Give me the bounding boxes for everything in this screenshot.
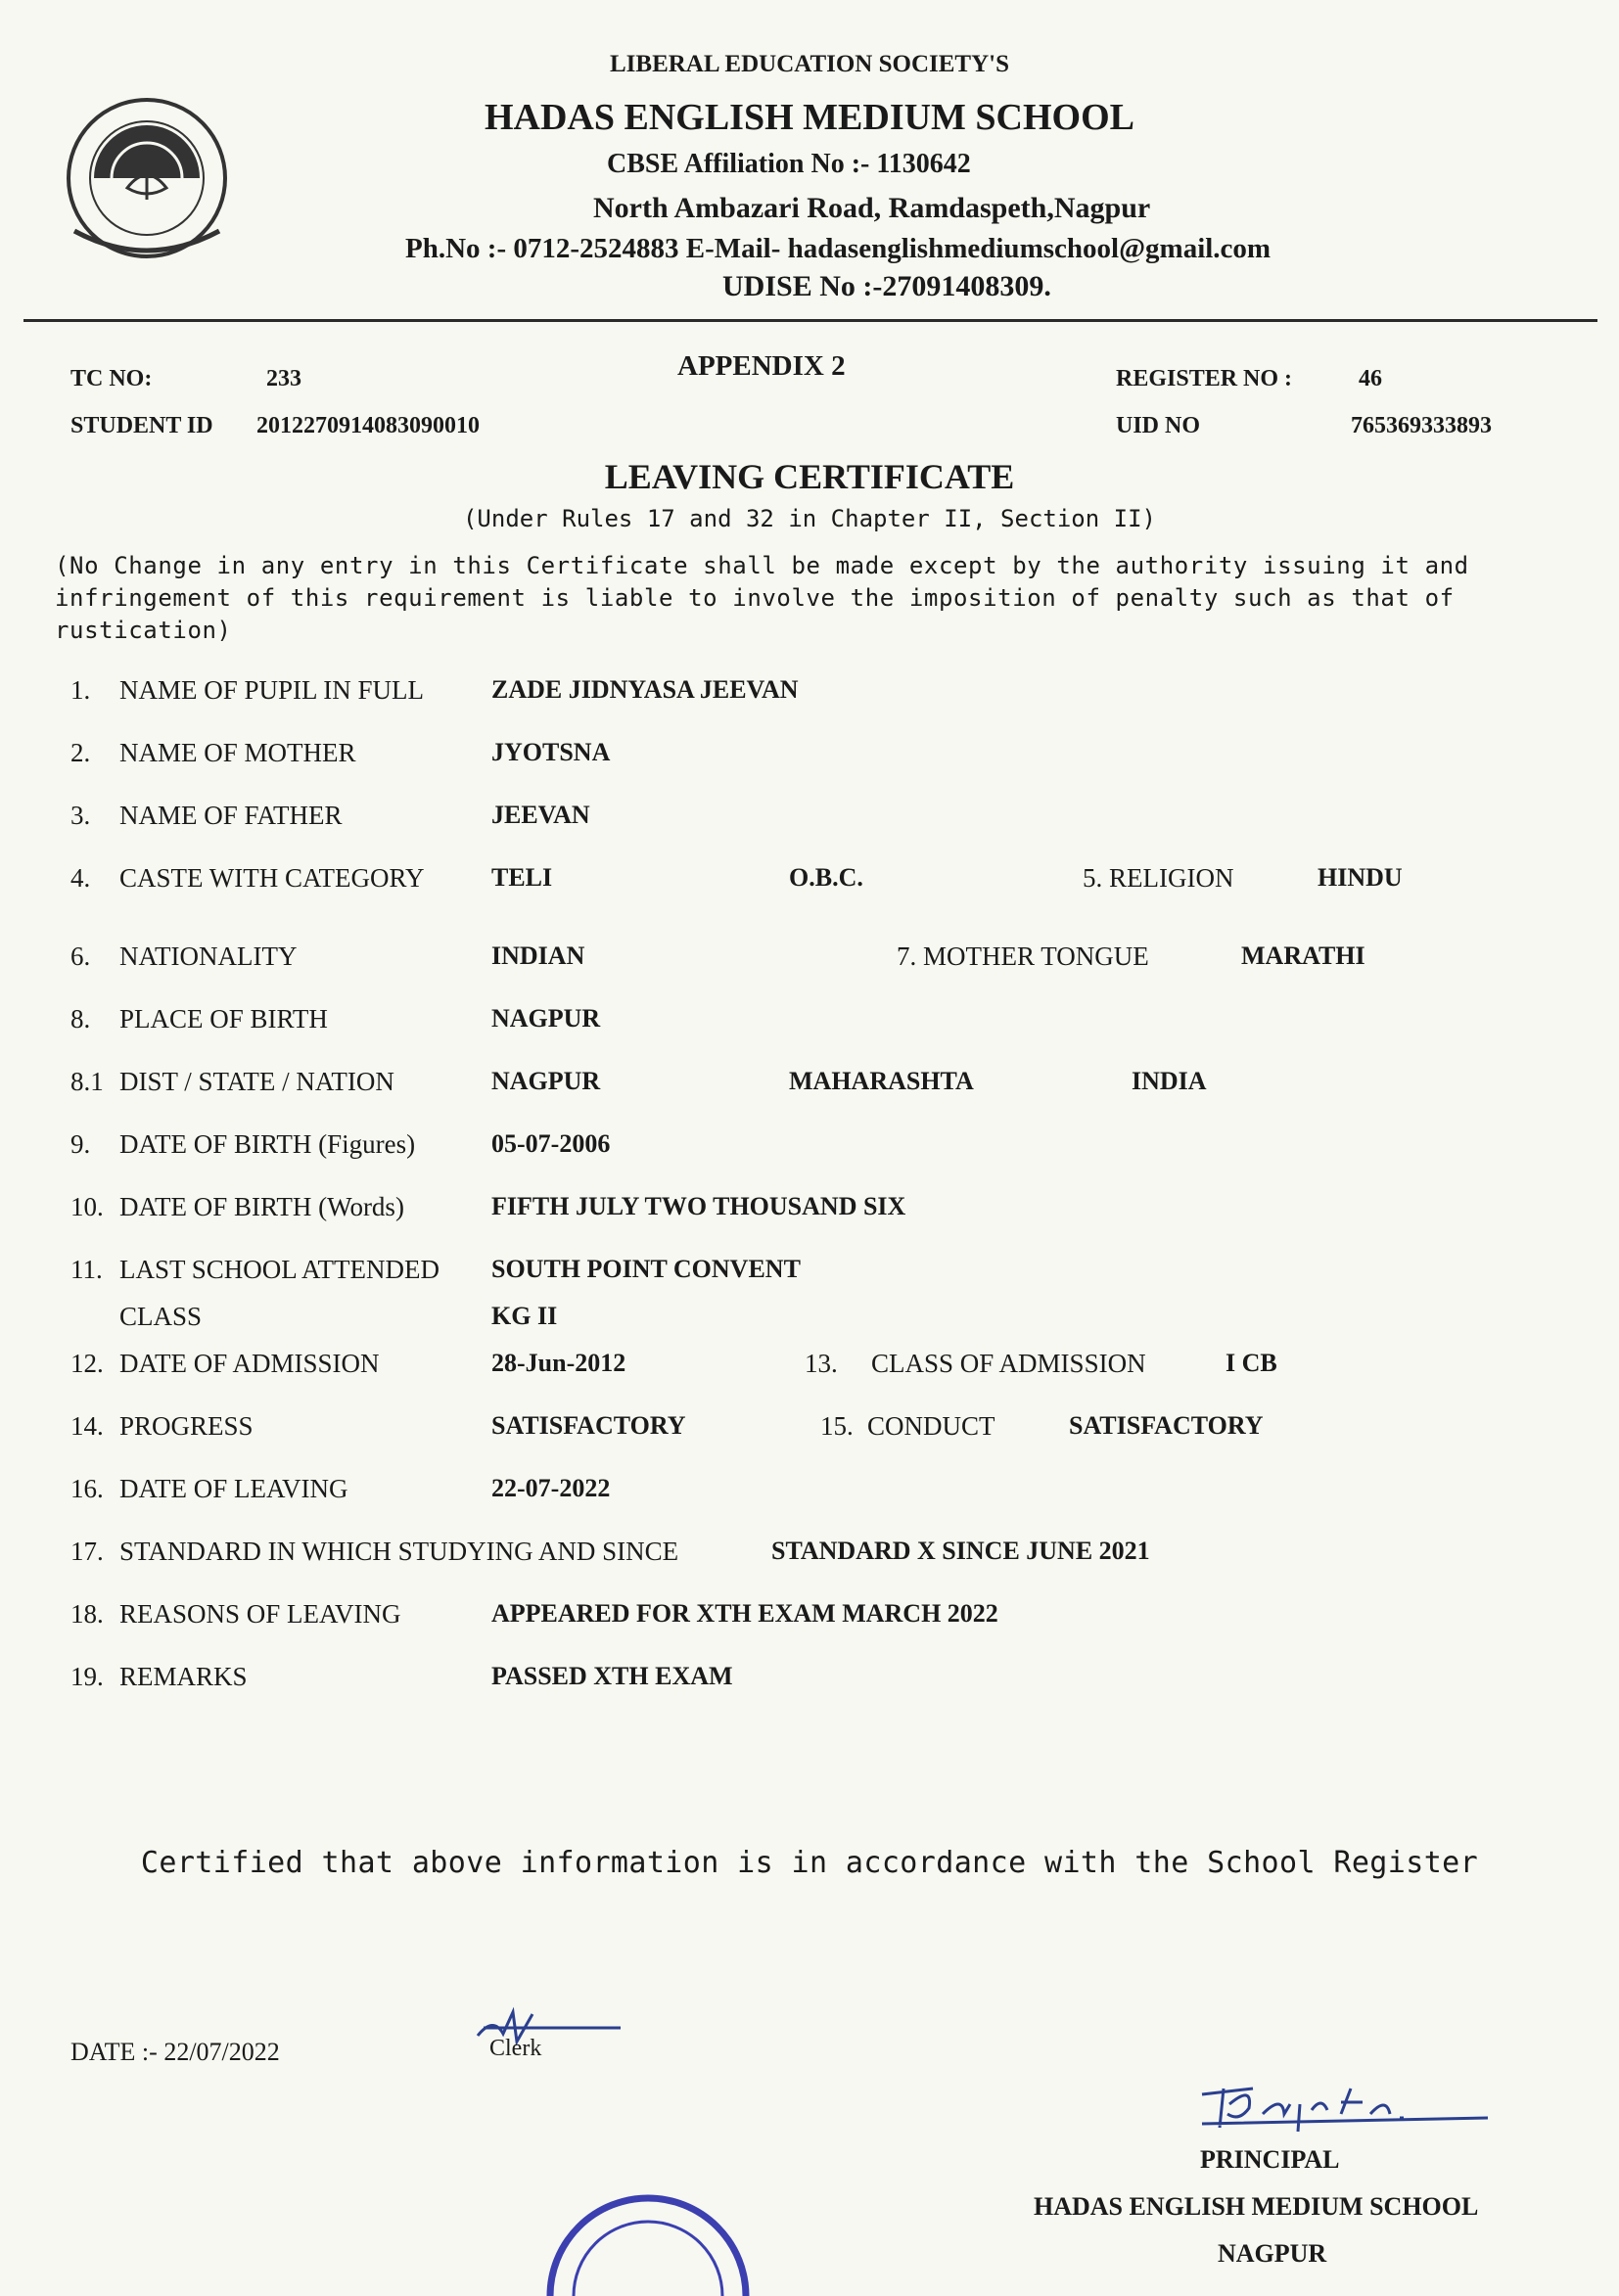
last-school: SOUTH POINT CONVENT — [491, 1255, 801, 1283]
birth-nation: INDIA — [1132, 1067, 1207, 1095]
principal-signature — [1194, 2075, 1527, 2134]
certification-statement: Certified that above information is in accordance with the School Register — [140, 1846, 1479, 1880]
student-id-label: STUDENT ID — [70, 413, 213, 438]
standard-since: STANDARD X SINCE JUNE 2021 — [771, 1537, 1150, 1565]
reason-of-leaving: APPEARED FOR XTH EXAM MARCH 2022 — [491, 1599, 998, 1628]
pupil-name: ZADE JIDNYASA JEEVAN — [491, 675, 799, 704]
field-label: PROGRESS — [119, 1411, 254, 1441]
field-label: DATE OF LEAVING — [119, 1474, 348, 1503]
field-number: 16. — [70, 1474, 104, 1503]
field-label: DATE OF BIRTH (Figures) — [119, 1129, 416, 1159]
caste: TELI — [491, 863, 553, 892]
field-label: NATIONALITY — [119, 941, 298, 971]
field-label: REASONS OF LEAVING — [119, 1599, 401, 1629]
principal-city: NAGPUR — [1218, 2239, 1327, 2268]
udise: UDISE No :-27091408309. — [722, 270, 1051, 302]
category: O.B.C. — [789, 863, 863, 892]
field-number: 19. — [70, 1662, 104, 1691]
register-label: REGISTER NO : — [1116, 366, 1293, 391]
school-name: HADAS ENGLISH MEDIUM SCHOOL — [484, 97, 1135, 138]
uid-value: 765369333893 — [1351, 413, 1492, 438]
date-of-admission: 28-Jun-2012 — [491, 1349, 626, 1377]
mother-name: JYOTSNA — [491, 738, 611, 766]
field-number: 13. — [805, 1349, 838, 1378]
field-label: CASTE WITH CATEGORY — [119, 863, 425, 893]
society-name: LIBERAL EDUCATION SOCIETY'S — [610, 51, 1009, 77]
field-number: 8. — [70, 1004, 91, 1033]
principal-title: PRINCIPAL — [1200, 2145, 1340, 2174]
issue-date: DATE :- 22/07/2022 — [70, 2038, 280, 2066]
field-label: LAST SCHOOL ATTENDED — [119, 1255, 440, 1284]
field-label: NAME OF FATHER — [119, 801, 343, 830]
tc-label: TC NO: — [70, 366, 153, 391]
progress: SATISFACTORY — [491, 1411, 686, 1440]
field-label: NAME OF MOTHER — [119, 738, 356, 767]
field-label: NAME OF PUPIL IN FULL — [119, 675, 425, 705]
field-number: 2. — [70, 738, 91, 767]
last-class: KG II — [491, 1302, 558, 1330]
field-number: 11. — [70, 1255, 103, 1284]
date-of-leaving: 22-07-2022 — [491, 1474, 611, 1502]
field-label: DIST / STATE / NATION — [119, 1067, 394, 1096]
mother-tongue-label: 7. MOTHER TONGUE — [897, 941, 1149, 971]
field-number: 6. — [70, 941, 91, 971]
principal-school: HADAS ENGLISH MEDIUM SCHOOL — [1034, 2192, 1479, 2221]
tc-value: 233 — [266, 366, 301, 391]
religion: HINDU — [1318, 863, 1403, 892]
field-label: REMARKS — [119, 1662, 248, 1691]
header-divider — [23, 319, 1597, 322]
certificate-note: (No Change in any entry in this Certificate shall be made except by the authority issuing it and infringement of this requirement is liable to involve the imposition of penalty such as that of rustication) — [55, 552, 1469, 644]
certificate-subtitle: (Under Rules 17 and 32 in Chapter II, Section II) — [462, 505, 1156, 532]
field-number: 12. — [70, 1349, 104, 1378]
birth-district: NAGPUR — [491, 1067, 601, 1095]
conduct: SATISFACTORY — [1069, 1411, 1264, 1440]
field-number: 15. — [820, 1411, 854, 1441]
field-label: STANDARD IN WHICH STUDYING AND SINCE — [119, 1537, 679, 1566]
place-of-birth: NAGPUR — [491, 1004, 601, 1033]
field-number: 3. — [70, 801, 91, 830]
mother-tongue: MARATHI — [1241, 941, 1365, 970]
class-of-admission-label: CLASS OF ADMISSION — [871, 1349, 1146, 1378]
phone-email: Ph.No :- 0712-2524883 E-Mail- hadasenglishmediumschool@gmail.com — [405, 233, 1272, 264]
field-number: 9. — [70, 1129, 91, 1159]
class-label: CLASS — [119, 1302, 203, 1331]
remarks: PASSED XTH EXAM — [491, 1662, 733, 1690]
school-stamp — [540, 2188, 756, 2296]
dob-figures: 05-07-2006 — [491, 1129, 611, 1158]
field-number: 18. — [70, 1599, 104, 1629]
register-value: 46 — [1359, 366, 1382, 391]
certificate-title: LEAVING CERTIFICATE — [604, 457, 1015, 496]
clerk-label: Clerk — [489, 2036, 542, 2061]
nationality: INDIAN — [491, 941, 585, 970]
conduct-label: CONDUCT — [867, 1411, 995, 1441]
birth-state: MAHARASHTA — [789, 1067, 974, 1095]
field-number: 17. — [70, 1537, 104, 1566]
field-label: DATE OF BIRTH (Words) — [119, 1192, 404, 1221]
field-number: 4. — [70, 863, 91, 893]
dob-words: FIFTH JULY TWO THOUSAND SIX — [491, 1192, 906, 1220]
religion-label: 5. RELIGION — [1083, 863, 1234, 893]
address: North Ambazari Road, Ramdaspeth,Nagpur — [593, 192, 1151, 224]
field-number: 8.1 — [70, 1067, 104, 1096]
field-label: PLACE OF BIRTH — [119, 1004, 328, 1033]
field-number: 1. — [70, 675, 91, 705]
field-number: 14. — [70, 1411, 104, 1441]
affiliation: CBSE Affiliation No :- 1130642 — [607, 149, 971, 179]
appendix: APPENDIX 2 — [677, 350, 846, 382]
uid-label: UID NO — [1116, 413, 1201, 438]
field-number: 10. — [70, 1192, 104, 1221]
father-name: JEEVAN — [491, 801, 590, 829]
student-id-value: 2012270914083090010 — [256, 413, 480, 438]
field-label: DATE OF ADMISSION — [119, 1349, 380, 1378]
class-of-admission: I CB — [1226, 1349, 1277, 1377]
